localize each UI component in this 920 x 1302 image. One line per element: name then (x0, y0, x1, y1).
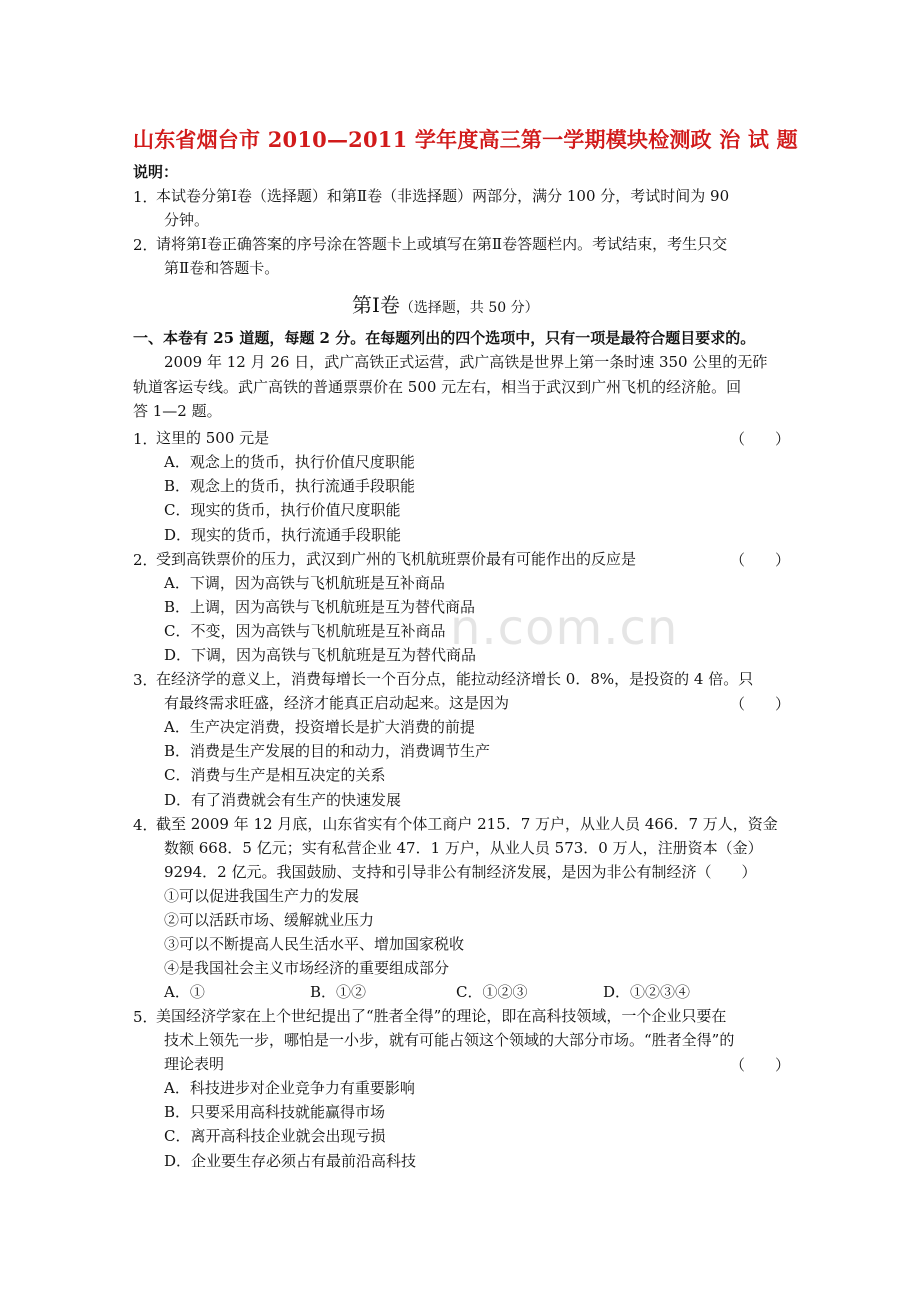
q4-option-b: B．①② (310, 983, 367, 1001)
section-subtitle: （选择题，共 50 分） (399, 300, 539, 316)
q4-option-c: C．①②③ (456, 983, 528, 1001)
q3-number: 3． (133, 671, 158, 689)
notes-item-2-line-1: 请将第Ⅰ卷正确答案的序号涂在答题卡上或填写在第Ⅱ卷答题栏内。考试结束，考生只交 (156, 235, 728, 253)
q3-option-b: B．消费是生产发展的目的和动力，消费调节生产 (164, 742, 491, 760)
q3-stem-line-2: 有最终需求旺盛，经济才能真正启动起来。这是因为 (164, 694, 510, 712)
part1-instruction: 一、本卷有 25 道题，每题 2 分。在每题列出的四个选项中，只有一项是最符合题目要求的。 (133, 329, 756, 347)
q4-statement-4: ④是我国社会主义市场经济的重要组成部分 (164, 959, 450, 977)
q4-stem-line-3: 9294．2 亿元。我国鼓励、支持和引导非公有制经济发展，是因为非公有制经济（ ） (164, 863, 757, 881)
notes-item-2-line-2: 第Ⅱ卷和答题卡。 (164, 259, 280, 277)
q1-option-b: B．观念上的货币，执行流通手段职能 (164, 477, 416, 495)
notes-item-1-line-2: 分钟。 (164, 211, 210, 229)
q5-option-b: B．只要采用高科技就能赢得市场 (164, 1103, 386, 1121)
q4-number: 4． (133, 816, 158, 834)
material-line-3: 答 1—2 题。 (133, 402, 222, 420)
q1-number: 1． (133, 430, 158, 448)
q5-number: 5． (133, 1008, 158, 1026)
q4-option-d: D．①②③④ (603, 983, 691, 1001)
q2-option-c: C．不变，因为高铁与飞机航班是互补商品 (164, 622, 446, 640)
q3-option-a: A．生产决定消费，投资增长是扩大消费的前提 (164, 718, 475, 736)
q3-option-c: C．消费与生产是相互决定的关系 (164, 766, 386, 784)
notes-heading: 说明： (133, 163, 179, 181)
q5-stem-line-2: 技术上领先一步，哪怕是一小步，就有可能占领这个领域的大部分市场。“胜者全得”的 (164, 1031, 735, 1049)
q2-option-a: A．下调，因为高铁与飞机航班是互补商品 (164, 574, 445, 592)
q5-option-c: C．离开高科技企业就会出现亏损 (164, 1127, 386, 1145)
q4-stem-line-1: 截至 2009 年 12 月底，山东省实有个体工商户 215．7 万户，从业人员 466．7 万人，资金 (156, 815, 778, 833)
q2-option-b: B．上调，因为高铁与飞机航班是互为替代商品 (164, 598, 476, 616)
material-line-2: 轨道客运专线。武广高铁的普通票票价在 500 元左右，相当于武汉到广州飞机的经济舱。回 (133, 378, 742, 396)
q4-option-a: A．① (164, 983, 205, 1001)
notes-item-1-number: 1． (133, 188, 158, 206)
notes-item-1-line-1: 本试卷分第Ⅰ卷（选择题）和第Ⅱ卷（非选择题）两部分，满分 100 分，考试时间为 90 (156, 187, 730, 205)
q1-answer-blank: （ ） (730, 430, 791, 448)
material-line-1: 2009 年 12 月 26 日，武广高铁正式运营，武广高铁是世界上第一条时速 350 公里的无砟 (164, 353, 768, 371)
q5-stem-line-3: 理论表明 (164, 1055, 225, 1073)
q2-number: 2． (133, 551, 158, 569)
q1-option-a: A．观念上的货币，执行价值尺度职能 (164, 453, 415, 471)
q2-stem: 受到高铁票价的压力，武汉到广州的飞机航班票价最有可能作出的反应是 (156, 550, 637, 568)
q4-statement-3: ③可以不断提高人民生活水平、增加国家税收 (164, 935, 465, 953)
q1-option-d: D．现实的货币，执行流通手段职能 (164, 526, 402, 544)
q5-answer-blank: （ ） (730, 1056, 791, 1074)
q1-stem: 这里的 500 元是 (156, 429, 270, 447)
notes-item-2-number: 2． (133, 236, 158, 254)
q3-option-d: D．有了消费就会有生产的快速发展 (164, 791, 402, 809)
q4-statement-1: ①可以促进我国生产力的发展 (164, 887, 360, 905)
section-heading (352, 289, 539, 318)
q5-option-d: D．企业要生存必须占有最前沿高科技 (164, 1152, 417, 1170)
q1-option-c: C．现实的货币，执行价值尺度职能 (164, 501, 401, 519)
q3-stem-line-1: 在经济学的意义上，消费每增长一个百分点，能拉动经济增长 0．8%，是投资的 4 倍。只 (156, 670, 754, 688)
page-title: 山东省烟台市 2010—2011 学年度高三第一学期模块检测政 治 试 题 (133, 127, 798, 152)
q4-stem-line-2: 数额 668．5 亿元；实有私营企业 47．1 万户，从业人员 573．0 万人，注册资本（金） (164, 839, 763, 857)
watermark: n.com.cn (450, 600, 679, 656)
section-title: 第Ⅰ卷 (352, 293, 400, 317)
q4-statement-2: ②可以活跃市场、缓解就业压力 (164, 911, 375, 929)
q5-stem-line-1: 美国经济学家在上个世纪提出了“胜者全得”的理论，即在高科技领域，一个企业只要在 (156, 1007, 727, 1025)
q5-option-a: A．科技进步对企业竞争力有重要影响 (164, 1079, 415, 1097)
q2-option-d: D．下调，因为高铁与飞机航班是互为替代商品 (164, 646, 477, 664)
q2-answer-blank: （ ） (730, 551, 791, 569)
q3-answer-blank: （ ） (730, 695, 791, 713)
